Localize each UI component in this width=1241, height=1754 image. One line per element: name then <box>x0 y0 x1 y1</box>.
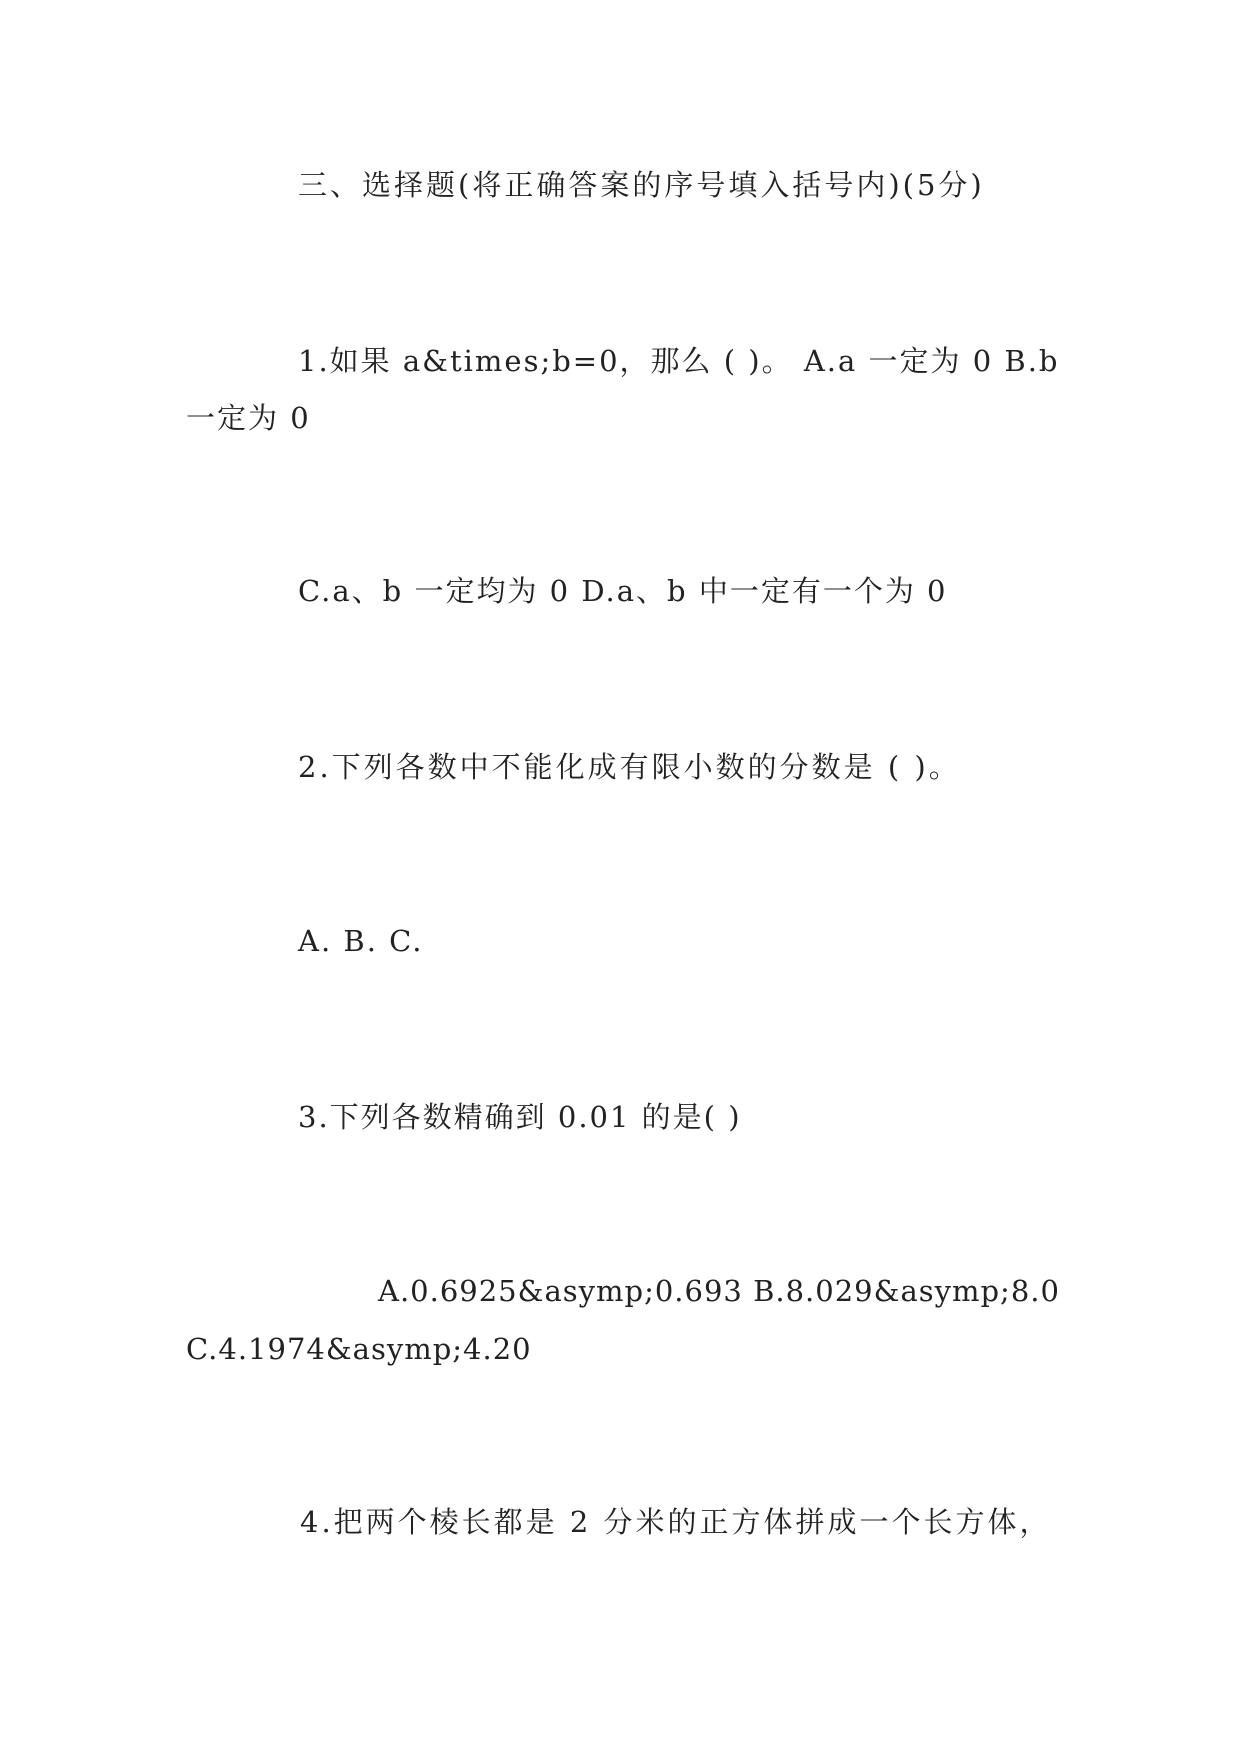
question-3-options-line-2: C.4.1974&asymp;4.20 <box>186 1332 532 1366</box>
question-1-line-1: 1.如果 a&times;b=0，那么 ( )。 A.a 一定为 0 B.b <box>298 344 1060 378</box>
question-3-text: 3.下列各数精确到 0.01 的是( ) <box>298 1100 742 1134</box>
question-4-text: 4.把两个棱长都是 2 分米的正方体拼成一个长方体， <box>300 1505 1052 1539</box>
question-1-line-2: 一定为 0 <box>186 401 311 435</box>
question-2-text: 2.下列各数中不能化成有限小数的分数是 ( )。 <box>298 750 961 784</box>
question-3-options-line-1: A.0.6925&asymp;0.693 B.8.029&asymp;8.0 <box>378 1274 1060 1308</box>
question-1-options: C.a、b 一定均为 0 D.a、b 中一定有一个为 0 <box>298 574 948 608</box>
question-2-options: A. B. C. <box>298 924 424 958</box>
section-heading: 三、选择题(将正确答案的序号填入括号内)(5分) <box>298 168 985 202</box>
